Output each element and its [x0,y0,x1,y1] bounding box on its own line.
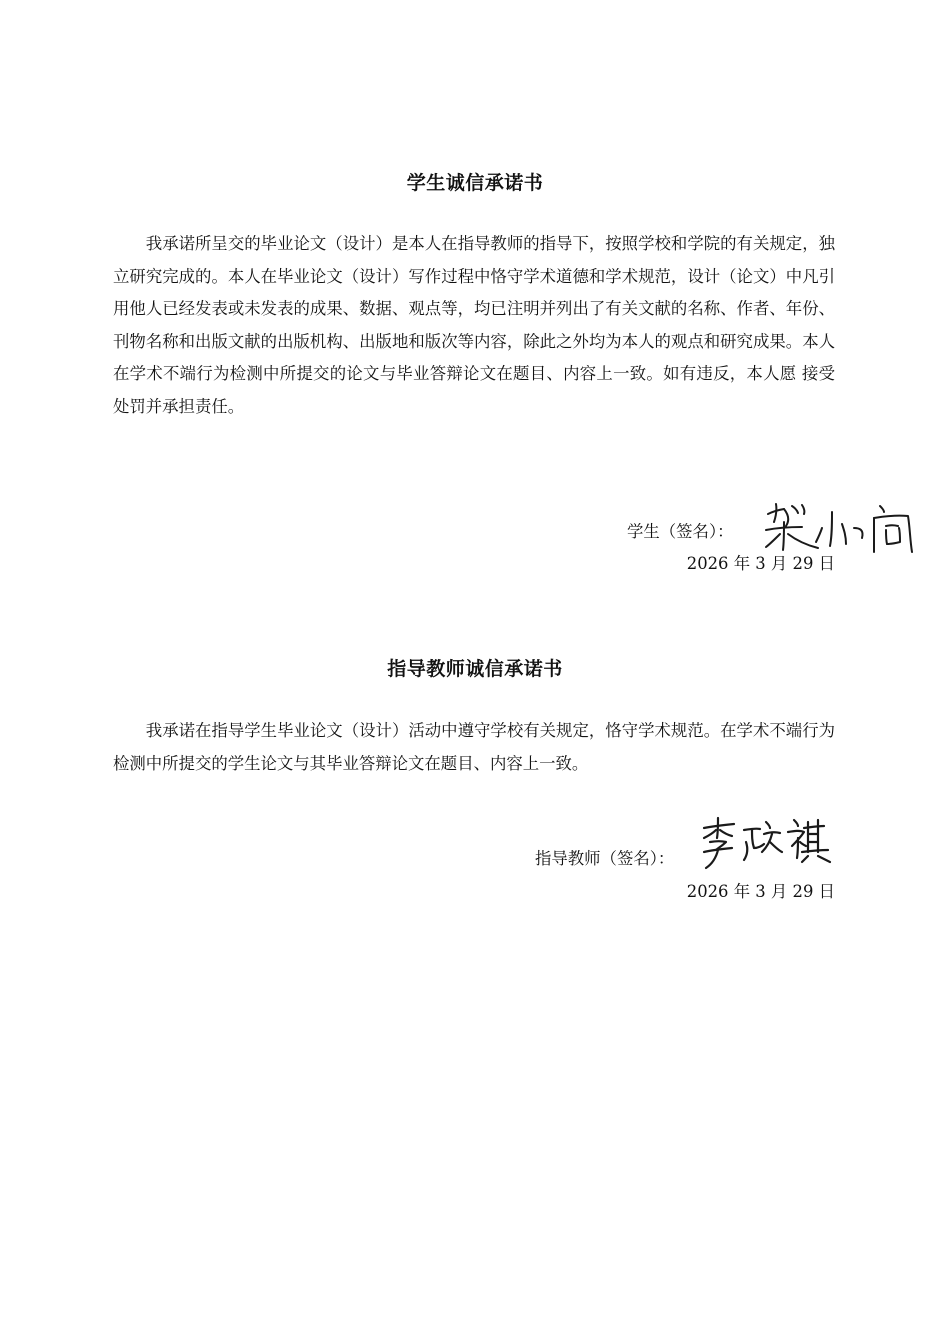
student-pledge-body: 我承诺所呈交的毕业论文（设计）是本人在指导教师的指导下，按照学校和学院的有关规定，独立研究完成的。本人在毕业论文（设计）写作过程中恪守学术道德和学术规范，设计（论文）中凡引用他人已经发表或未发表的成果、数据、观点等，均已注明并列出了有关文献的名称、作者、年份、刊物名称和出版文献的出版机构、出版地和版次等内容，除此之外均为本人的观点和研究成果。本人在学术不端行为检测中所提交的论文与毕业答辩论文在题目、内容上一致。如有违反，本人愿 接受处罚并承担责任。 [113,234,835,416]
advisor-date: 2026 年 3 月 29 日 [686,882,835,901]
advisor-pledge-title: 指导教师诚信承诺书 [387,658,563,680]
student-pledge-title: 学生诚信承诺书 [406,172,544,194]
advisor-pledge-body: 我承诺在指导学生毕业论文（设计）活动中遵守学校有关规定，恪守学术规范。在学术不端行为检测中所提交的学生论文与其毕业答辩论文在题目、内容上一致。 [113,721,835,773]
advisor-handwritten-signature [700,812,835,872]
student-date: 2026 年 3 月 29 日 [686,554,835,573]
advisor-signature-label: 指导教师（签名）： [535,849,675,868]
student-signature-label: 学生（签名）： [627,522,734,541]
